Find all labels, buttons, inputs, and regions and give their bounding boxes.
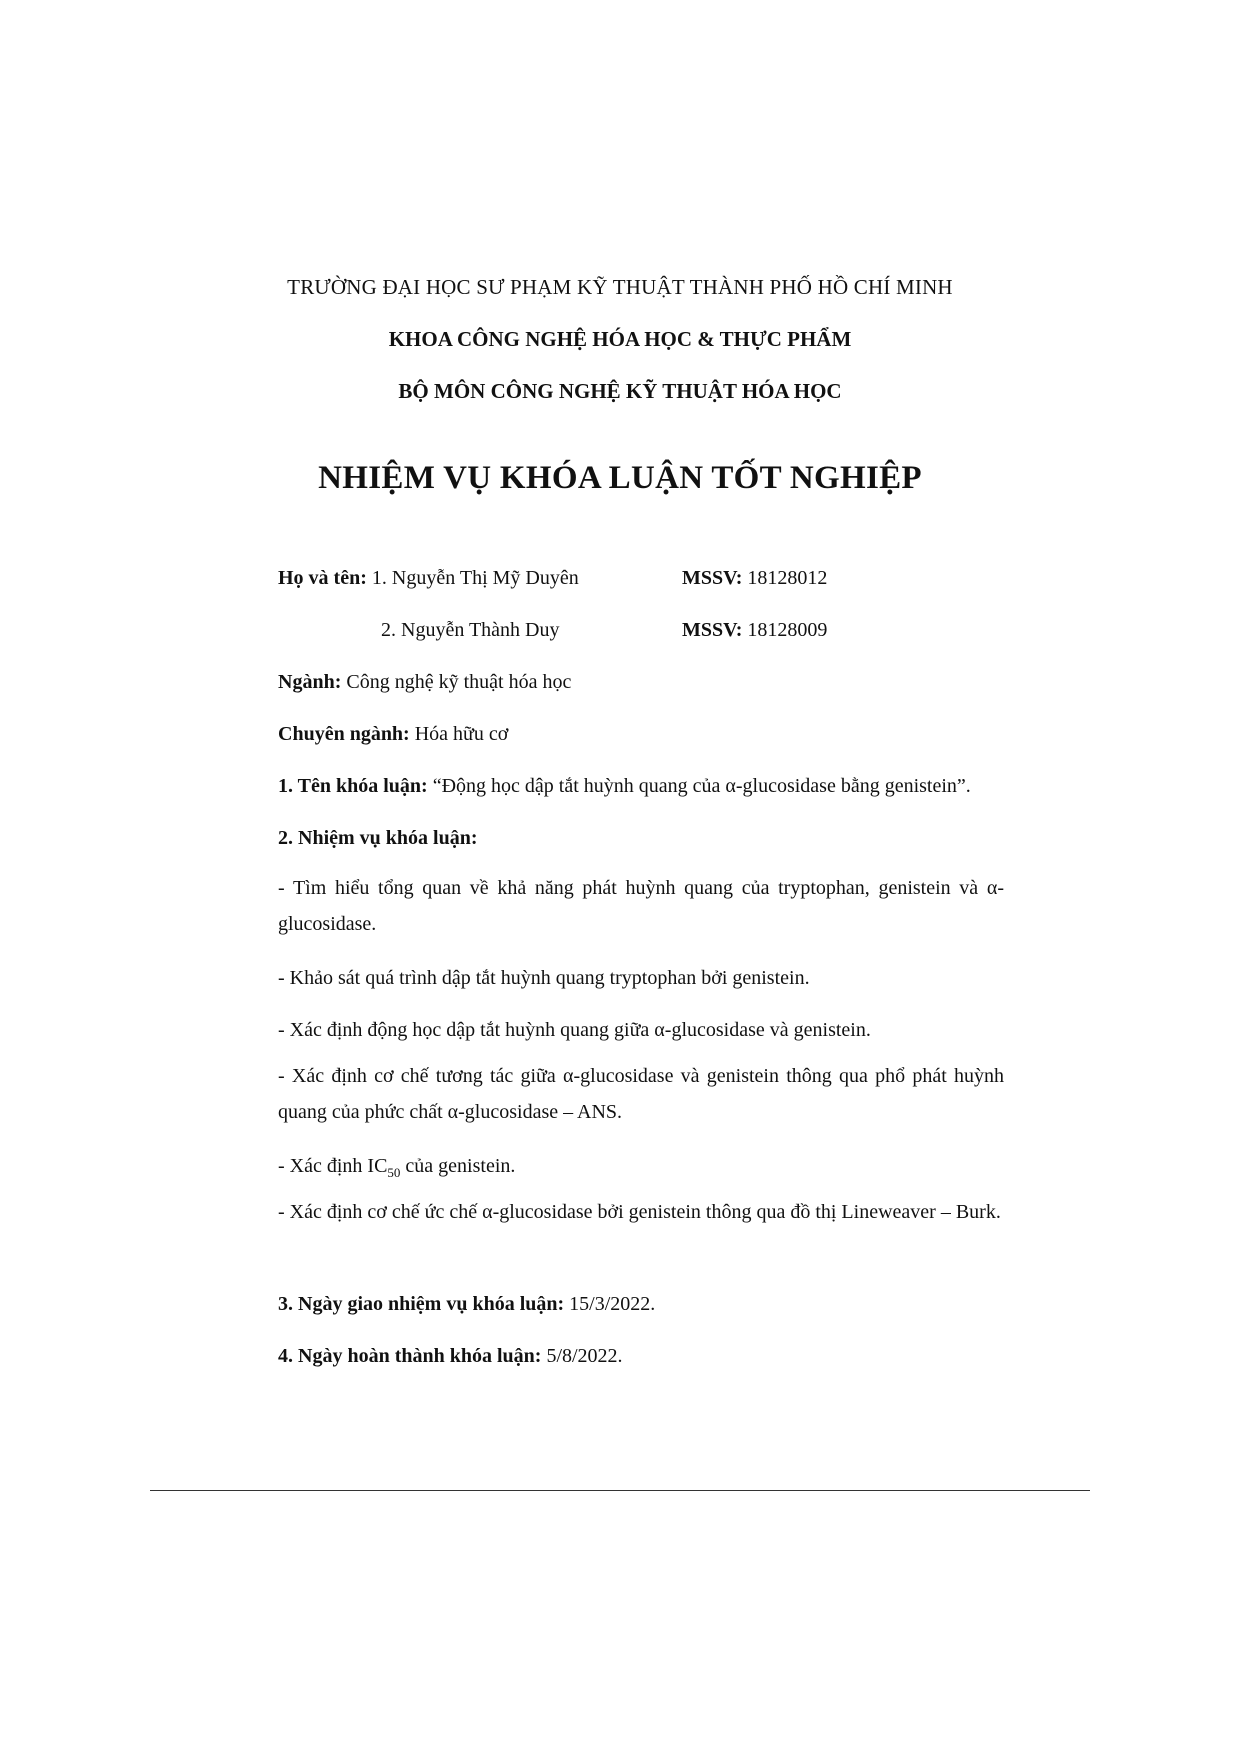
complete-date-value: 5/8/2022. [546, 1345, 623, 1367]
task-item-1: - Tìm hiểu tổng quan về khả năng phát huỳnh quang của tryptophan, genistein và α-glucosidase. [278, 877, 1004, 935]
specialization-row [278, 721, 508, 747]
thesis-title-row [278, 773, 971, 799]
task-item-5-suffix: của genistein. [400, 1155, 516, 1177]
thesis-title-label: 1. Tên khóa luận: [278, 775, 428, 797]
student-2-id: 18128009 [747, 619, 828, 641]
school-name: TRƯỜNG ĐẠI HỌC SƯ PHẠM KỸ THUẬT THÀNH PHỐ HỒ CHÍ MINH [287, 275, 953, 299]
page-title: NHIỆM VỤ KHÓA LUẬN TỐT NGHIỆP [318, 460, 922, 496]
task-item-2: - Khảo sát quá trình dập tắt huỳnh quang tryptophan bởi genistein. [278, 967, 810, 989]
student-2-id-label: MSSV: [682, 619, 743, 641]
assign-date-row [278, 1291, 655, 1317]
student-2-id-row [682, 617, 827, 643]
major-row [278, 669, 571, 695]
task-item-5-prefix: - Xác định IC [278, 1155, 388, 1177]
complete-date-row [278, 1343, 623, 1369]
name-label: Họ và tên: [278, 567, 367, 589]
major-value: Công nghệ kỹ thuật hóa học [346, 671, 572, 693]
specialization-label: Chuyên ngành: [278, 723, 410, 745]
task-item-6: - Xác định cơ chế ức chế α-glucosidase bởi genistein thông qua đồ thị Lineweaver – Burk. [278, 1201, 1001, 1223]
assign-date-value: 15/3/2022. [569, 1293, 656, 1315]
task-item-4: - Xác định cơ chế tương tác giữa α-glucosidase và genistein thông qua phổ phát huỳnh quang của phức chất α-glucosidase – ANS. [278, 1065, 1004, 1123]
student-1-row [278, 565, 579, 591]
faculty-name: KHOA CÔNG NGHỆ HÓA HỌC & THỰC PHẨM [388, 327, 852, 351]
tasks-label: 2. Nhiệm vụ khóa luận: [278, 827, 478, 849]
department-name: BỘ MÔN CÔNG NGHỆ KỸ THUẬT HÓA HỌC [398, 379, 842, 403]
tasks-heading [278, 825, 478, 851]
student-1-id-label: MSSV: [682, 567, 743, 589]
task-item-5-subscript: 50 [387, 1165, 401, 1180]
student-2-name: 2. Nguyễn Thành Duy [381, 619, 560, 641]
student-2-row [381, 617, 560, 643]
student-1-name: 1. Nguyễn Thị Mỹ Duyên [371, 567, 579, 589]
complete-date-label: 4. Ngày hoàn thành khóa luận: [278, 1345, 542, 1367]
footer-divider [150, 1490, 1090, 1491]
task-item-3: - Xác định động học dập tắt huỳnh quang giữa α-glucosidase và genistein. [278, 1019, 871, 1041]
specialization-value: Hóa hữu cơ [414, 723, 509, 745]
assign-date-label: 3. Ngày giao nhiệm vụ khóa luận: [278, 1293, 565, 1315]
student-1-id: 18128012 [747, 567, 828, 589]
student-1-id-row [682, 565, 827, 591]
thesis-title-value: “Động học dập tắt huỳnh quang của α-glucosidase bằng genistein”. [432, 775, 971, 797]
task-item-5 [278, 1148, 1004, 1191]
major-label: Ngành: [278, 671, 342, 693]
